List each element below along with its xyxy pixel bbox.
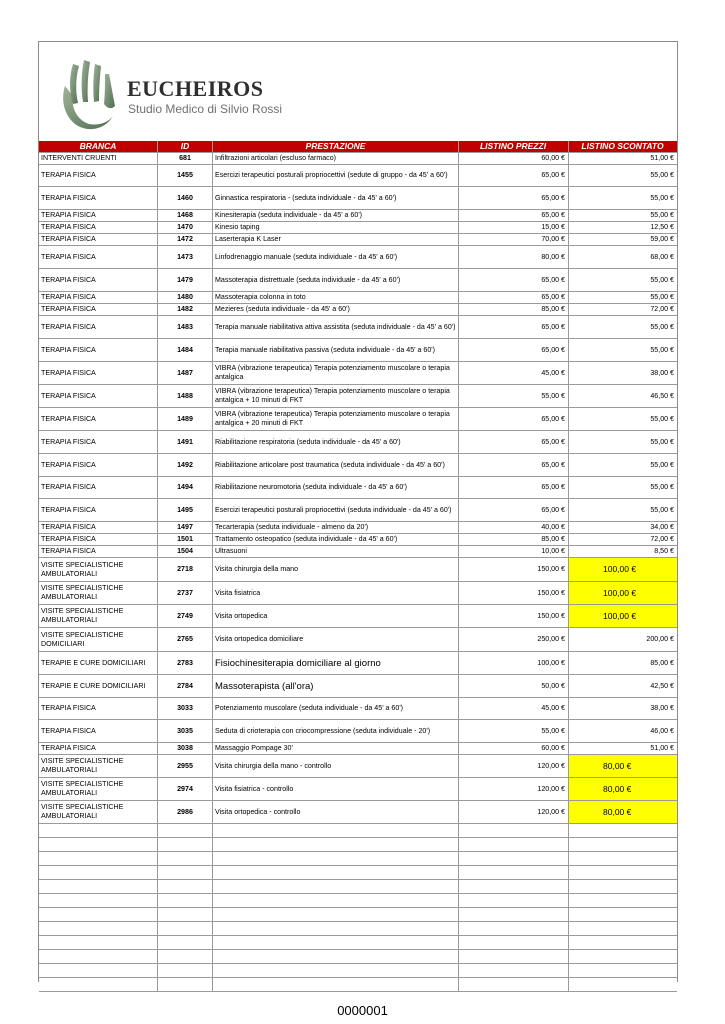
cell-branca: TERAPIA FISICA [39,339,158,361]
cell-listino-scontato: 55,00 € [650,275,674,284]
cell-prestazione: Visita fisiatrica - controllo [213,778,459,800]
cell-listino-prezzi: 40,00 € [459,522,569,533]
empty-row [39,964,677,978]
cell-id: 1470 [158,222,213,233]
empty-cell [213,880,459,893]
cell-prestazione: Riabilitazione articolare post traumatica (seduta individuale - da 45' a 60') [213,454,459,476]
cell-id: 1494 [158,477,213,498]
cell-listino-prezzi: 10,00 € [459,546,569,557]
empty-cell [569,950,677,963]
hand-logo-icon [51,56,123,134]
empty-cell [459,824,569,837]
cell-listino-prezzi: 45,00 € [459,362,569,384]
cell-listino-prezzi: 65,00 € [459,187,569,209]
empty-row [39,978,677,992]
cell-listino-prezzi: 85,00 € [459,534,569,545]
empty-cell [213,824,459,837]
table-row [39,628,677,652]
cell-id: 1483 [158,316,213,338]
cell-listino-scontato: 51,00 € [650,744,674,752]
empty-cell [158,922,213,935]
cell-listino-scontato: 200,00 € [646,635,674,643]
cell-listino-prezzi: 65,00 € [459,210,569,221]
cell-id: 1479 [158,269,213,291]
cell-id: 681 [158,153,213,164]
cell-branca: TERAPIA FISICA [39,522,158,533]
cell-id: 1495 [158,499,213,521]
table-row [39,698,677,720]
table-row [39,675,677,698]
cell-id: 2784 [158,675,213,697]
empty-cell [39,824,158,837]
table-row [39,292,677,304]
cell-branca: TERAPIA FISICA [39,408,158,430]
table-row [39,477,677,499]
empty-row [39,908,677,922]
cell-listino-scontato: 100,00 € [569,558,677,581]
cell-listino-prezzi: 65,00 € [459,408,569,430]
cell-prestazione: Kinesio taping [213,222,459,233]
table-row [39,339,677,362]
cell-listino-scontato: 55,00 € [650,437,674,446]
cell-prestazione: Esercizi terapeutici posturali propriocettivi (sedute di gruppo - da 45' a 60') [213,165,459,186]
empty-row [39,852,677,866]
empty-cell [459,838,569,851]
cell-listino-prezzi: 65,00 € [459,339,569,361]
empty-cell [158,964,213,977]
empty-cell [39,964,158,977]
cell-listino-prezzi: 65,00 € [459,477,569,498]
cell-id: 2783 [158,652,213,674]
table-row [39,408,677,431]
empty-cell [39,880,158,893]
cell-prestazione: Potenziamento muscolare (seduta individuale - da 45' a 60') [213,698,459,719]
empty-row [39,936,677,950]
cell-listino-prezzi: 150,00 € [459,605,569,627]
table-row [39,234,677,246]
cell-prestazione: Visita ortopedica [213,605,459,627]
brand-subtitle: Studio Medico di Silvio Rossi [128,102,283,116]
cell-prestazione: Massoterapia colonna in toto [213,292,459,303]
cell-listino-scontato: 55,00 € [650,322,674,331]
empty-cell [569,894,677,907]
table-row [39,778,677,801]
cell-prestazione: Esercizi terapeutici posturali propriocettivi (seduta individuale - da 45' a 60') [213,499,459,521]
table-row [39,546,677,558]
cell-id: 2974 [158,778,213,800]
empty-cell [39,894,158,907]
cell-branca: TERAPIA FISICA [39,246,158,268]
empty-cell [213,950,459,963]
cell-listino-scontato: 100,00 € [569,582,677,604]
empty-cell [158,936,213,949]
empty-cell [569,824,677,837]
header-branca: BRANCA [39,141,158,152]
empty-cell [459,852,569,865]
table-row [39,269,677,292]
cell-listino-prezzi: 65,00 € [459,292,569,303]
cell-listino-prezzi: 55,00 € [459,720,569,742]
cell-id: 2986 [158,801,213,823]
cell-listino-scontato: 55,00 € [650,293,674,301]
cell-prestazione: Visita fisiatrica [213,582,459,604]
empty-cell [569,978,677,991]
cell-prestazione: Mezieres (seduta individuale - da 45' a 60') [213,304,459,315]
empty-cell [459,964,569,977]
empty-cell [213,978,459,991]
cell-listino-scontato: 85,00 € [650,658,674,667]
table-row [39,246,677,269]
cell-branca: TERAPIA FISICA [39,698,158,719]
empty-cell [459,978,569,991]
cell-branca: TERAPIA FISICA [39,222,158,233]
cell-id: 1468 [158,210,213,221]
table-row [39,362,677,385]
cell-branca: TERAPIE E CURE DOMICILIARI [39,652,158,674]
table-row [39,801,677,824]
empty-cell [39,950,158,963]
table-row [39,652,677,675]
empty-cell [158,866,213,879]
empty-cell [569,852,677,865]
empty-cell [569,866,677,879]
cell-branca: TERAPIA FISICA [39,546,158,557]
cell-branca: TERAPIA FISICA [39,743,158,754]
cell-branca: VISITE SPECIALISTICHE DOMICILIARI [39,628,158,651]
empty-cell [213,838,459,851]
cell-id: 1487 [158,362,213,384]
cell-branca: TERAPIA FISICA [39,431,158,453]
cell-listino-prezzi: 45,00 € [459,698,569,719]
cell-branca: VISITE SPECIALISTICHE AMBULATORIALI [39,801,158,823]
cell-listino-prezzi: 120,00 € [459,778,569,800]
empty-cell [158,950,213,963]
cell-listino-scontato: 46,00 € [650,726,674,735]
cell-id: 2765 [158,628,213,651]
cell-id: 1460 [158,187,213,209]
cell-id: 1492 [158,454,213,476]
cell-prestazione: Terapia manuale riabilitativa attiva assistita (seduta individuale - da 45' a 60') [213,316,459,338]
table-row [39,454,677,477]
cell-branca: TERAPIA FISICA [39,499,158,521]
empty-cell [158,838,213,851]
cell-branca: TERAPIA FISICA [39,720,158,742]
empty-cell [39,852,158,865]
header-listino-scontato: LISTINO SCONTATO [569,141,677,152]
empty-cell [39,922,158,935]
cell-listino-scontato: 100,00 € [569,605,677,627]
cell-id: 2737 [158,582,213,604]
cell-prestazione: Visita ortopedica domiciliare [213,628,459,651]
cell-listino-scontato: 55,00 € [650,460,674,469]
cell-listino-prezzi: 15,00 € [459,222,569,233]
cell-listino-prezzi: 50,00 € [459,675,569,697]
empty-cell [459,936,569,949]
table-row [39,431,677,454]
cell-listino-scontato: 80,00 € [569,755,677,777]
page-number: 0000001 [337,1003,388,1018]
cell-prestazione: Tecarterapia (seduta individuale - almeno da 20') [213,522,459,533]
empty-cell [459,866,569,879]
cell-id: 1497 [158,522,213,533]
empty-cell [158,824,213,837]
cell-id: 1488 [158,385,213,407]
cell-branca: VISITE SPECIALISTICHE AMBULATORIALI [39,558,158,581]
cell-branca: TERAPIA FISICA [39,304,158,315]
table-row [39,153,677,165]
table-row [39,187,677,210]
cell-branca: TERAPIA FISICA [39,292,158,303]
empty-cell [158,880,213,893]
cell-prestazione: Riabilitazione neuromotoria (seduta individuale - da 45' a 60') [213,477,459,498]
empty-row [39,880,677,894]
cell-prestazione: Ultrasuoni [213,546,459,557]
table-row [39,522,677,534]
empty-cell [213,908,459,921]
cell-listino-prezzi: 70,00 € [459,234,569,245]
empty-cell [158,852,213,865]
cell-id: 1501 [158,534,213,545]
cell-prestazione: Massaggio Pompage 30' [213,743,459,754]
empty-cell [39,866,158,879]
cell-listino-scontato: 59,00 € [650,235,674,243]
cell-id: 1482 [158,304,213,315]
header-listino-prezzi: LISTINO PREZZI [459,141,569,152]
cell-listino-prezzi: 65,00 € [459,499,569,521]
cell-listino-scontato: 12,50 € [650,223,674,231]
cell-prestazione: VIBRA (vibrazione terapeutica) Terapia potenziamento muscolare o terapia antalgica + 20 minuti di FKT [213,408,459,430]
cell-listino-prezzi: 65,00 € [459,316,569,338]
cell-id: 3033 [158,698,213,719]
cell-branca: VISITE SPECIALISTICHE AMBULATORIALI [39,605,158,627]
empty-cell [569,880,677,893]
cell-branca: TERAPIA FISICA [39,269,158,291]
cell-listino-scontato: 46,50 € [650,391,674,400]
cell-listino-prezzi: 60,00 € [459,743,569,754]
header-prestazione: PRESTAZIONE [213,141,459,152]
cell-branca: VISITE SPECIALISTICHE AMBULATORIALI [39,582,158,604]
cell-listino-prezzi: 80,00 € [459,246,569,268]
empty-cell [213,922,459,935]
cell-branca: TERAPIA FISICA [39,165,158,186]
cell-id: 2718 [158,558,213,581]
cell-id: 1489 [158,408,213,430]
cell-prestazione: Linfodrenaggio manuale (seduta individuale - da 45' a 60') [213,246,459,268]
empty-row [39,866,677,880]
cell-branca: TERAPIA FISICA [39,477,158,498]
cell-listino-scontato: 80,00 € [569,801,677,823]
brand-name: EUCHEIROS [127,76,264,101]
table-header [39,141,677,153]
cell-listino-scontato: 42,50 € [650,681,674,690]
cell-listino-scontato: 38,00 € [650,368,674,377]
cell-listino-scontato: 55,00 € [650,483,674,491]
table-row [39,720,677,743]
cell-branca: TERAPIA FISICA [39,385,158,407]
empty-cell [39,978,158,991]
empty-row [39,894,677,908]
empty-cell [213,852,459,865]
cell-listino-scontato: 80,00 € [569,778,677,800]
table-row [39,558,677,582]
cell-branca: TERAPIA FISICA [39,210,158,221]
cell-id: 3035 [158,720,213,742]
cell-branca: TERAPIA FISICA [39,187,158,209]
cell-prestazione: Visita ortopedica - controllo [213,801,459,823]
cell-id: 2955 [158,755,213,777]
empty-cell [459,922,569,935]
cell-listino-prezzi: 100,00 € [459,652,569,674]
cell-id: 3038 [158,743,213,754]
table-row [39,385,677,408]
cell-prestazione: Ginnastica respiratoria - (seduta individuale - da 45' a 60') [213,187,459,209]
empty-row [39,922,677,936]
cell-prestazione: Infiltrazioni articolari (escluso farmaco) [213,153,459,164]
cell-listino-scontato: 8,50 € [654,547,674,555]
cell-listino-prezzi: 65,00 € [459,165,569,186]
cell-id: 1484 [158,339,213,361]
cell-id: 1455 [158,165,213,186]
cell-branca: TERAPIA FISICA [39,234,158,245]
cell-prestazione: Laserterapia K Laser [213,234,459,245]
table-row [39,316,677,339]
cell-listino-scontato: 55,00 € [650,345,674,354]
empty-cell [158,894,213,907]
cell-prestazione: Massoterapista (all'ora) [213,675,459,697]
cell-branca: TERAPIA FISICA [39,316,158,338]
cell-listino-prezzi: 85,00 € [459,304,569,315]
table-row [39,210,677,222]
empty-row [39,838,677,852]
table-row [39,755,677,778]
empty-cell [39,936,158,949]
header-id: ID [158,141,213,152]
cell-branca: TERAPIE E CURE DOMICILIARI [39,675,158,697]
cell-listino-prezzi: 120,00 € [459,801,569,823]
cell-listino-prezzi: 55,00 € [459,385,569,407]
price-list-sheet [38,41,678,982]
empty-cell [213,936,459,949]
empty-cell [158,978,213,991]
table-row [39,222,677,234]
cell-id: 1480 [158,292,213,303]
price-table [39,141,677,992]
table-body [39,153,677,992]
cell-listino-prezzi: 150,00 € [459,558,569,581]
cell-branca: TERAPIA FISICA [39,534,158,545]
empty-cell [569,838,677,851]
cell-listino-prezzi: 65,00 € [459,269,569,291]
cell-listino-scontato: 55,00 € [650,414,674,423]
empty-cell [459,880,569,893]
cell-id: 1472 [158,234,213,245]
empty-row [39,824,677,838]
cell-prestazione: Fisiochinesiterapia domiciliare al giorno [213,652,459,674]
table-row [39,534,677,546]
empty-cell [459,950,569,963]
cell-listino-scontato: 68,00 € [650,252,674,261]
cell-prestazione: VIBRA (vibrazione terapeutica) Terapia potenziamento muscolare o terapia antalgica + 10 minuti di FKT [213,385,459,407]
cell-id: 1491 [158,431,213,453]
cell-prestazione: Riabilitazione respiratoria (seduta individuale - da 45' a 60') [213,431,459,453]
cell-listino-prezzi: 120,00 € [459,755,569,777]
table-row [39,165,677,187]
cell-listino-scontato: 55,00 € [650,211,674,219]
cell-branca: TERAPIA FISICA [39,362,158,384]
table-row [39,743,677,755]
empty-cell [213,894,459,907]
empty-cell [213,866,459,879]
cell-prestazione: Seduta di crioterapia con criocompressione (seduta individuale - 20') [213,720,459,742]
cell-branca: TERAPIA FISICA [39,454,158,476]
empty-cell [39,838,158,851]
cell-prestazione: Trattamento osteopatico (seduta individuale - da 45' a 60') [213,534,459,545]
empty-cell [569,922,677,935]
cell-listino-prezzi: 60,00 € [459,153,569,164]
table-row [39,582,677,605]
cell-listino-prezzi: 65,00 € [459,431,569,453]
table-row [39,499,677,522]
cell-branca: VISITE SPECIALISTICHE AMBULATORIALI [39,778,158,800]
empty-cell [213,964,459,977]
empty-cell [39,908,158,921]
cell-listino-scontato: 38,00 € [650,704,674,712]
table-row [39,605,677,628]
cell-id: 1473 [158,246,213,268]
cell-prestazione: Visita chirurgia della mano - controllo [213,755,459,777]
empty-cell [158,908,213,921]
cell-listino-scontato: 55,00 € [650,171,674,179]
cell-listino-prezzi: 250,00 € [459,628,569,651]
cell-listino-prezzi: 150,00 € [459,582,569,604]
cell-listino-scontato: 72,00 € [650,305,674,313]
cell-listino-prezzi: 65,00 € [459,454,569,476]
cell-branca: INTERVENTI CRUENTI [39,153,158,164]
cell-prestazione: Terapia manuale riabilitativa passiva (seduta individuale - da 45' a 60') [213,339,459,361]
empty-cell [459,894,569,907]
cell-id: 1504 [158,546,213,557]
cell-listino-scontato: 72,00 € [650,535,674,543]
cell-prestazione: Visita chirurgia della mano [213,558,459,581]
cell-prestazione: VIBRA (vibrazione terapeutica) Terapia potenziamento muscolare o terapia antalgica [213,362,459,384]
cell-listino-scontato: 34,00 € [650,523,674,531]
empty-cell [569,908,677,921]
cell-id: 2749 [158,605,213,627]
empty-cell [569,964,677,977]
cell-listino-scontato: 55,00 € [650,505,674,514]
empty-row [39,950,677,964]
cell-branca: VISITE SPECIALISTICHE AMBULATORIALI [39,755,158,777]
table-row [39,304,677,316]
cell-listino-scontato: 51,00 € [650,154,674,162]
cell-prestazione: Kinesiterapia (seduta individuale - da 45' a 60') [213,210,459,221]
empty-cell [459,908,569,921]
logo [51,54,291,134]
empty-cell [569,936,677,949]
cell-prestazione: Massoterapia distrettuale (seduta individuale - da 45' a 60') [213,269,459,291]
cell-listino-scontato: 55,00 € [650,193,674,202]
